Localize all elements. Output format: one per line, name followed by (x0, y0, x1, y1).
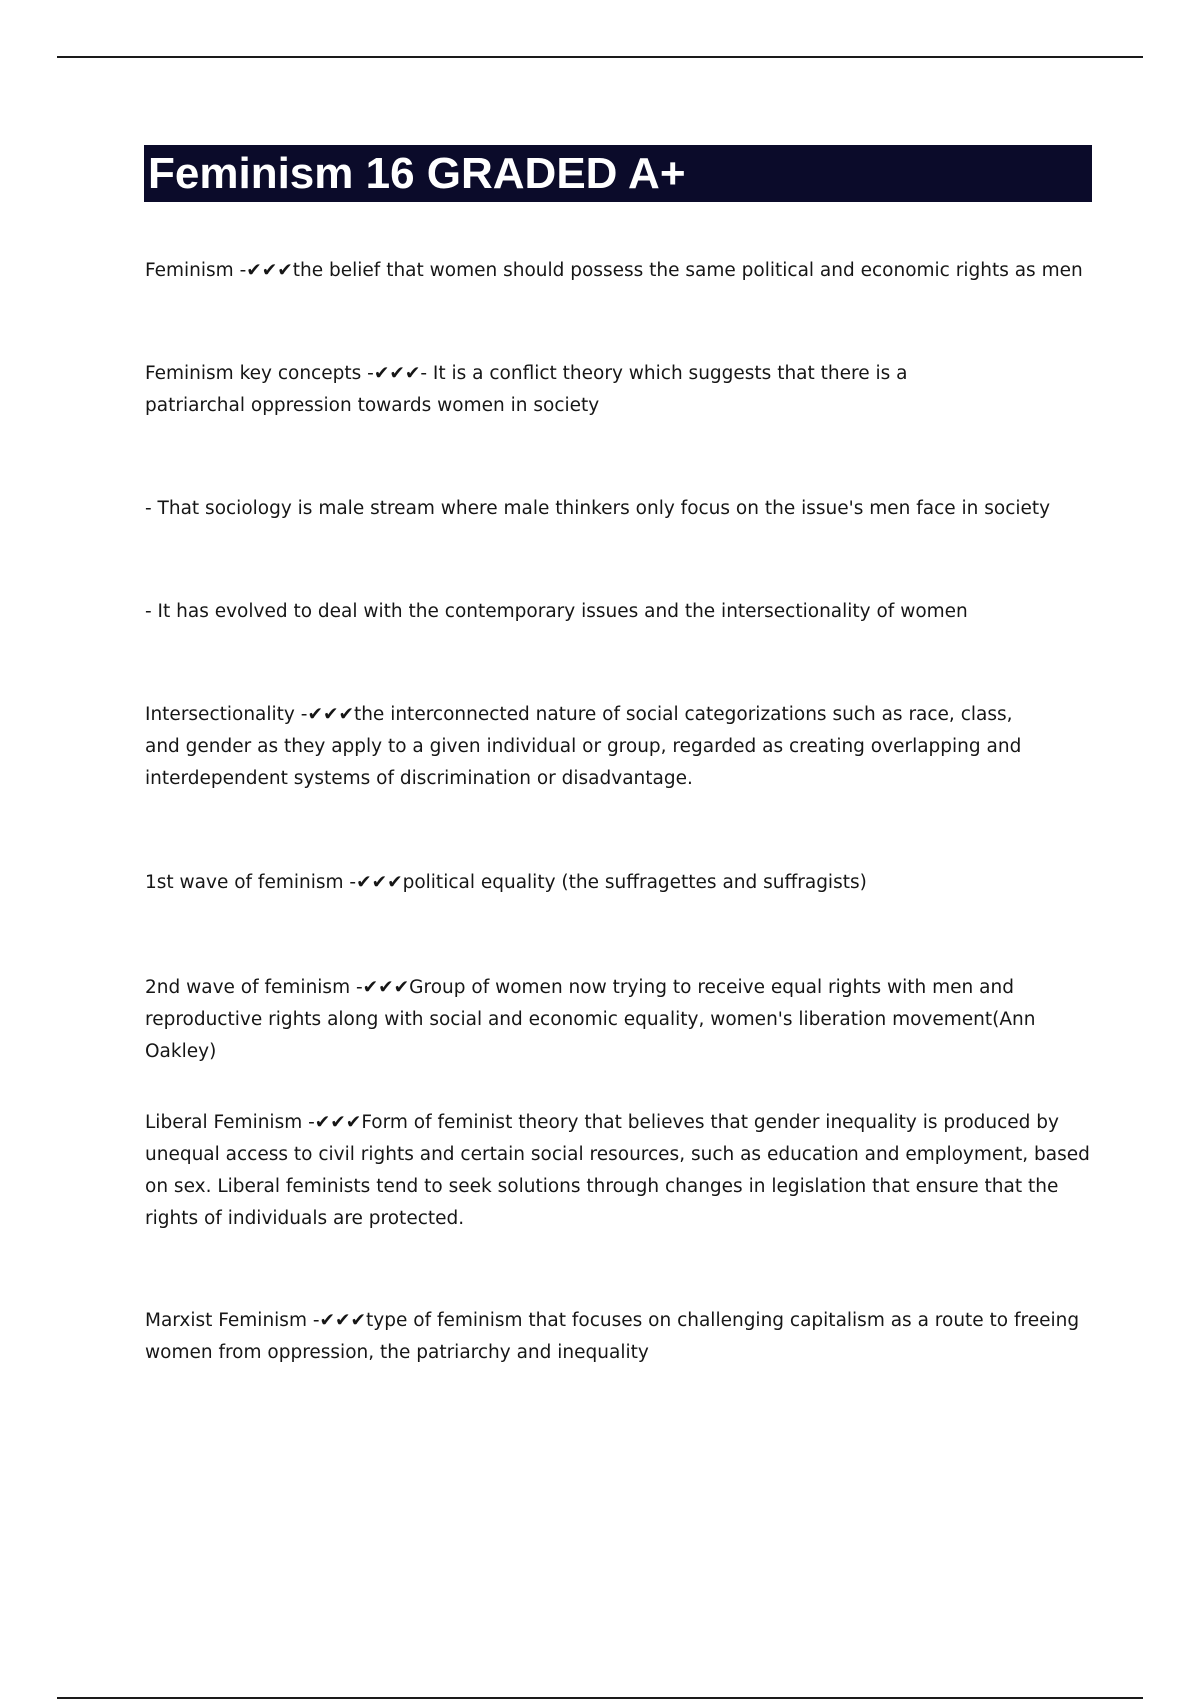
title-banner (144, 145, 1092, 202)
entry-definition: - It has evolved to deal with the contemporary issues and the intersectionality of women (145, 601, 968, 622)
entry-term: Intersectionality - (145, 704, 308, 725)
top-rule (57, 56, 1143, 58)
checkmarks-icon: ✔✔✔ (373, 363, 421, 384)
entry-definition: type of feminism that focuses on challenging capitalism as a route to freeing women from oppression, the patriarchy and inequality (145, 1310, 1080, 1363)
checkmarks-icon: ✔✔✔ (246, 260, 293, 281)
entry-point-male-stream (145, 493, 1050, 525)
entry-second-wave (145, 972, 1105, 1068)
entry-definition: the belief that women should possess the same political and economic rights as men (292, 260, 1083, 281)
checkmarks-icon: ✔✔✔ (307, 704, 354, 725)
document-title: Feminism 16 GRADED A+ (148, 149, 686, 198)
entry-intersectionality (145, 699, 1045, 795)
entry-definition: the interconnected nature of social categorizations such as race, class, and gender as they apply to a given individual or group, regarded as creating overlapping and interdependent systems of discrimination or disadvantage. (145, 704, 1022, 789)
checkmarks-icon: ✔✔✔ (362, 977, 410, 998)
entry-liberal-feminism (145, 1107, 1090, 1235)
entry-definition: - That sociology is male stream where male thinkers only focus on the issue's men face in society (145, 498, 1051, 519)
entry-term: Feminism - (145, 260, 247, 281)
entry-term: Marxist Feminism - (145, 1310, 320, 1331)
entry-definition: Form of feminist theory that believes that gender inequality is produced by unequal access to civil rights and certain social resources, such as education and employment, based on sex. Liberal feminists tend to seek solutions through changes in legislation that ensure that the rights of individuals are protected. (145, 1112, 1090, 1229)
entry-term: Feminism key concepts - (145, 363, 374, 384)
entry-feminism-key-concepts (145, 358, 975, 422)
entry-term: Liberal Feminism - (145, 1112, 315, 1133)
entry-definition: political equality (the suffragettes and suffragists) (402, 872, 867, 893)
checkmarks-icon: ✔✔✔ (314, 1112, 362, 1133)
checkmarks-icon: ✔✔✔ (319, 1310, 367, 1331)
checkmarks-icon: ✔✔✔ (356, 872, 403, 893)
bottom-rule (57, 1697, 1143, 1699)
entry-marxist-feminism (145, 1305, 1080, 1369)
entry-feminism (145, 255, 1083, 287)
entry-definition: Group of women now trying to receive equal rights with men and reproductive rights along with social and economic equality, women's liberation movement(Ann Oakley) (145, 977, 1036, 1062)
entry-term: 1st wave of feminism - (145, 872, 357, 893)
entry-term: 2nd wave of feminism - (145, 977, 363, 998)
entry-point-intersectionality (145, 596, 968, 628)
entry-first-wave (145, 867, 867, 899)
entry-definition: - It is a conflict theory which suggests that there is a patriarchal oppression towards women in society (145, 363, 908, 416)
